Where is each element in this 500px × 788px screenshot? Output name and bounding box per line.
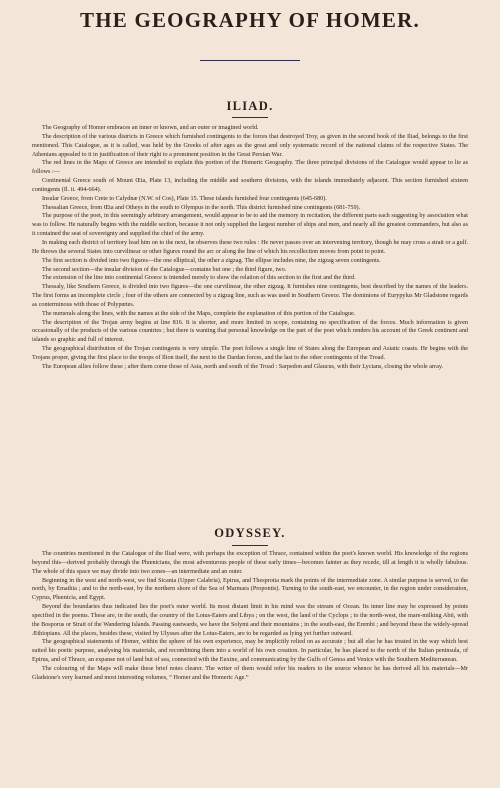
paragraph: The second section—the insular division of the Catalogue—contains but one ; the third figure, two. (42, 266, 287, 273)
paragraph: The extension of the line into continental Greece is intended merely to show the relation of this section to the first and the third. (42, 275, 356, 282)
section-heading-iliad: ILIAD. (226, 99, 274, 113)
paragraph: The Geography of Homer embraces an inner or known, and an outer or imagined world. (42, 125, 259, 131)
paragraph: Continental Greece south of Mount Œta, Plate 13, including the middle and southern divisions, with the islands immediately adjacent. This section furnished sixteen contingents (Il. ii. 494-664). (32, 178, 468, 193)
odyssey-divider (232, 545, 268, 546)
section-heading-odyssey: ODYSSEY. (214, 526, 286, 540)
paragraph: The geographical statements of Homer, within the sphere of his own experience, may be implicitly relied on as accurate ; but all else he has treated in the way which best suited his poetic purpose, analysing his materials, and recombining them into a world of his own creation. In particular, he has placed to the north of the Italian peninsula, of Epirus, and of Thrace, an expanse not of land but of sea, connected with the Euxine, and communicating by the Gulfs of Genoa and Venice with the Southern Mediterranean. (32, 639, 468, 664)
paragraph: The first section is divided into two figures—the one elliptical, the other a zigzag. The ellipse includes nine, the zigzag seven contingents. (42, 257, 381, 264)
paragraph: Thessaly, like Southern Greece, is divided into two figures—the one curvilinear, the other zigzag. It furnishes nine contingents, best described by the names of the leaders. The first forms an incomplete circle ; four of the others are connected by a zigzag line, such as was used in Southern Greece. The dominions of Eurypylus Mr Gladstone regards as conterminous with those of Polypœtes. (32, 284, 468, 308)
page-title: THE GEOGRAPHY OF HOMER. (80, 8, 420, 32)
paragraph: In making each district of territory lead him on to the next, he observes these two rules : He never passes over an intervening territory, though he may cross a strait or a gulf. He throws the several States into curvilinear or other figures round the arc or along the line of which his recollection moves from point to point. (32, 239, 468, 255)
paragraph: The purpose of the poet, in this seemingly arbitrary arrangement, would appear to be to aid the memory in recitation, the different parts each suggesting by association what was to follow. He naturally begins with the middle section, because it not only supplied the largest number of ships and men, and nearly all the greatest commanders, but also as it contained the seat of sovereignty and supplied the chief of the army. (32, 213, 468, 238)
paragraph: The numerals along the lines, with the names at the side of the Maps, complete the explanation of this portion of the Catalogue. (42, 310, 356, 317)
odyssey-section-body (32, 550, 468, 683)
paragraph: Beginning in the west and north-west, we find Sicania (Upper Calabria), Epirus, and Thesprotia mark the points of the intermediate zone. A similar purpose is served, to the north, by Emathia ; and to the north-east, by the northern shore of the Sea of Marmara (Propontis). Turning to the south-east, we encounter, in the region under consideration, Cyprus, Phœnicia, and Egypt. (32, 577, 468, 602)
paragraph: The countries mentioned in the Catalogue of the Iliad were, with perhaps the exception of Thrace, contained within the poet's known world. His knowledge of the regions beyond this—derived probably through the Phœnicians, the most adventurous people of these early times—becomes fainter as they recede, till at length it is wholly fabulous. The whole of this space we may divide into two zones—an intermediate and an outer. (32, 551, 468, 575)
iliad-divider (232, 117, 268, 118)
paragraph: The description of the various districts in Greece which furnished contingents to the forces that destroyed Troy, as given in the second book of the Iliad, belongs to the first mentioned. This Catalogue, as it is called, was held by the Greeks of after ages as the great and only systematic record of the national claims of the respective States. The Athenians appealed to it in justification of their right to a prominent position in the Great Persian War. (32, 133, 468, 158)
paragraph: Beyond the boundaries thus indicated lies the poet's outer world. Its most distant limit in his mind was the stream of Ocean. Its inner line may be expressed by points specified in the poems. These are, in the south, the country of the Lotus-Eaters and Libya ; on the west, the land of the Cyclops ; to the north-west, the mare-milking Abii, with the Bosporus or Strait of the Wandering Islands. Passing eastwards, we have the Solymi and their mountains ; in the south-east, the Erembi ; and beyond these the widely-spread Æthiopians. All the places, besides these, visited by Ulysses after the Lotus-Eaters, are to be regarded as lying yet further outward. (32, 604, 468, 637)
paragraph: The red lines in the Maps of Greece are intended to explain this portion of the Homeric Geography. The three principal divisions of the Catalogue would appear to lie as follows :— (32, 160, 468, 176)
title-divider (200, 60, 300, 61)
paragraph: Thessalian Greece, from Œta and Otheys in the south to Olympus in the north. This district furnished nine contingents (681-759). (42, 204, 361, 211)
paragraph: The description of the Trojan army begins at line 816. It is shorter, and more limited in scope, containing no specification of the forces. Much information is given occasionally of the products of the various countries ; but there is wanting that personal knowledge on the part of the poet which renders his account of the Greek continent and islands so graphic and full of interest. (32, 319, 468, 344)
iliad-section-body (32, 124, 468, 372)
paragraph: The geographical distribution of the Trojan contingents is very simple. The poet follows a single line of States along the European and Asiatic coasts. He begins with the Trojans proper, giving the first place to the troops of Ilion itself, the next to the Dardan forces, and the last to the other contingents of the Troad. (32, 346, 468, 361)
paragraph: The European allies follow these ; after them come those of Asia, north and south of the Troad : Sarpedon and Glaucus, with their Lycians, closing the whole array. (42, 363, 444, 370)
paragraph: Insular Greece, from Crete to Calydnæ (N.W. of Cos), Plate 15. These islands furnished four contingents (645-680). (42, 195, 327, 202)
paragraph: The colouring of the Maps will make these brief notes clearer. The writer of them would refer his readers to the source whence he has derived all his materials—Mr Gladstone's very learned and most interesting volumes, “ Homer and the Homeric Age.” (32, 665, 468, 681)
